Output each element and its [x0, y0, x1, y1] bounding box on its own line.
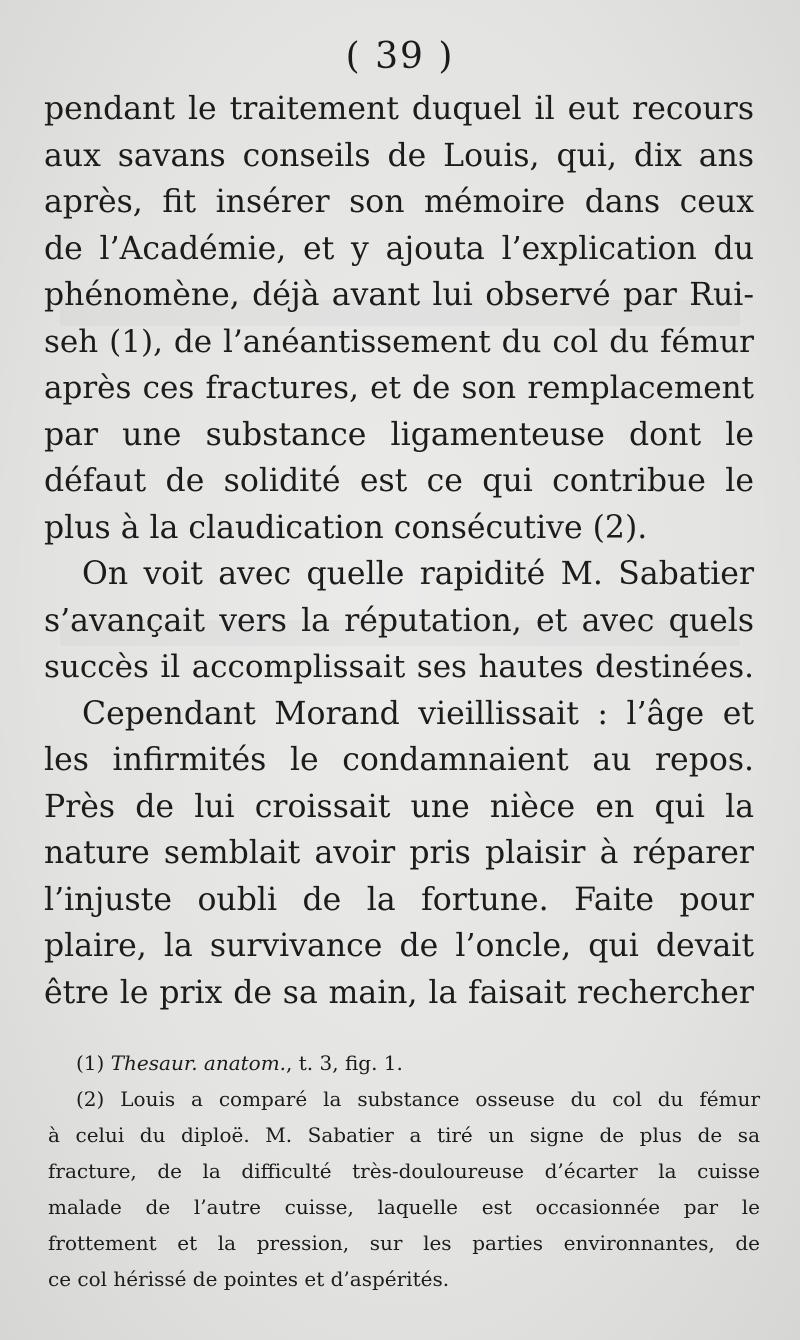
text-line: aux savans conseils de Louis, qui, dix ans [44, 137, 754, 174]
footnote-2-line: (2) Louis a comparé la substance osseuse du col du fémur [76, 1087, 760, 1111]
text-line: défaut de solidité est ce qui contribue le [44, 463, 754, 499]
text-line: l’injuste oubli de la fortune. Faite pour [44, 881, 754, 918]
text-line: succès il accomplissait ses hautes destinées. [44, 649, 754, 685]
text-line: s’avançait vers la réputation, et avec quels [44, 602, 754, 639]
body-text [44, 86, 754, 1016]
footnote-2-line: frottement et la pression, sur les parties environnantes, de [48, 1231, 760, 1255]
footnote-1 [48, 1045, 760, 1081]
text-line: plus à la claudication consécutive (2). [44, 509, 648, 546]
text-line: après ces fractures, et de son remplacement [44, 370, 754, 406]
text-line: plaire, la survivance de l’oncle, qui devait [44, 928, 754, 964]
text-line: phénomène, déjà avant lui observé par Rui- [44, 277, 754, 313]
footnote-2-line: à celui du diploë. M. Sabatier a tiré un signe de plus de sa [48, 1123, 760, 1147]
paragraph-first-line: Cependant Morand vieillissait : l’âge et [82, 695, 754, 732]
text-line: être le prix de sa main, la faisait rechercher [44, 974, 754, 1011]
footnote-2-line: fracture, de la difficulté très-douloureuse d’écarter la cuisse [48, 1159, 760, 1183]
footnote-reference: , t. 3, fig. 1. [286, 1051, 403, 1075]
paragraph-first-line: On voit avec quelle rapidité M. Sabatier [82, 556, 754, 592]
text-line: seh (1), de l’anéantissement du col du fémur [44, 323, 754, 360]
text-line: nature semblait avoir pris plaisir à réparer [44, 835, 754, 871]
footnote-2-line: ce col hérissé de pointes et d’aspérités. [48, 1267, 450, 1291]
text-line: après, fit insérer son mémoire dans ceux [44, 184, 754, 220]
footnote-2-line: malade de l’autre cuisse, laquelle est occasionnée par le [48, 1195, 760, 1219]
text-line: pendant le traitement duquel il eut recours [44, 91, 754, 127]
text-line: les infirmités le condamnaient au repos. [44, 742, 754, 778]
text-line: de l’Académie, et y ajouta l’explication du [44, 230, 754, 267]
page-number: ( 39 ) [345, 36, 455, 77]
text-line: par une substance ligamenteuse dont le [44, 416, 754, 453]
footnotes [48, 1045, 760, 1297]
footnote-source: Thesaur. anatom. [110, 1051, 287, 1075]
text-line: Près de lui croissait une nièce en qui la [44, 788, 754, 825]
footnote-marker: (1) [76, 1051, 105, 1075]
